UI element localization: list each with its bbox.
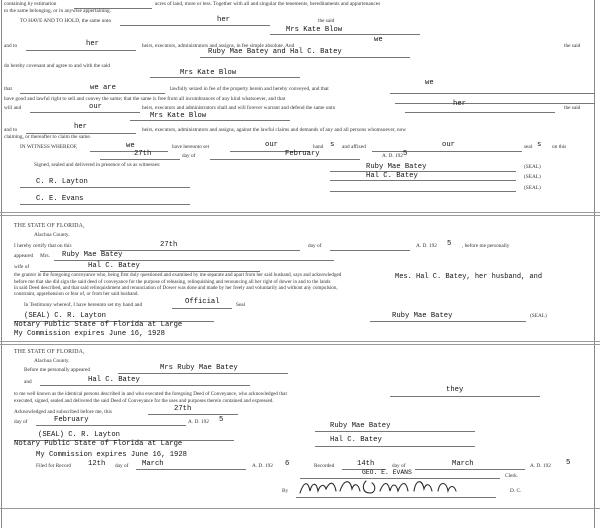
filing-text: Recorded (314, 463, 335, 469)
blank-line (270, 34, 420, 35)
blank-line (54, 260, 334, 261)
section-divider (0, 215, 600, 216)
ack-text: executed, signed, sealed and delivered the said Deed of Conveyance for the uses and purposes therein contained and expressed. (14, 398, 274, 404)
ack-text: wife of (14, 264, 30, 270)
signature-line (330, 191, 516, 192)
blank-line (390, 93, 595, 94)
ack-text: before me that she did sign the said deed of conveyance for the purpose of releasing, relinquishing and renouncing all her right of dower in and to the lands (14, 279, 331, 285)
signature-line (20, 204, 190, 205)
notary-signature: (SEAL) C. R. Layton (38, 431, 120, 439)
typed-text: Hal C. Batey (366, 172, 418, 180)
state-heading: THE STATE OF FLORIDA, (14, 349, 85, 355)
typed-text: our (442, 141, 455, 149)
blank-line (210, 159, 360, 160)
filing-text: Filed for Record (36, 463, 72, 469)
ack-text: and (24, 379, 32, 385)
section-divider (0, 212, 600, 213)
deed-text: the said (318, 18, 335, 24)
ack-text: , before me personally (462, 243, 510, 249)
typed-text: we (374, 36, 383, 44)
county-label: Alachua County. (34, 232, 70, 238)
deed-text: and to (4, 127, 18, 133)
typed-text: they (446, 386, 464, 394)
clerk-name: GEO. E. EVANS (362, 469, 412, 476)
filing-text: day of (392, 463, 406, 469)
typed-text: C. R. Layton (36, 178, 88, 186)
deed-text: containing by estimation (4, 1, 57, 7)
typed-text: Ruby Mae Batey (392, 312, 453, 320)
typed-text: Mrs Kate Blow (180, 69, 237, 77)
blank-line (415, 469, 525, 470)
deed-text: Signed, sealed and delivered in presence of us as witnesses: (34, 162, 161, 168)
deed-text: hand (313, 144, 324, 150)
typed-text: our (265, 141, 278, 149)
blank-line (148, 414, 238, 415)
blank-line (150, 77, 300, 78)
typed-text: her (217, 16, 230, 24)
typed-text: her (453, 100, 466, 108)
typed-text: s (537, 141, 542, 149)
ack-text: Seal (236, 302, 246, 308)
deed-text: heirs, executors, administrators and assigns, in fee simple absolute. And (142, 43, 295, 49)
typed-text: we (126, 142, 135, 150)
deed-text: seal (524, 144, 533, 150)
deed-text: IN WITNESS WHEREOF, (20, 144, 78, 150)
ack-text: to me well known as the identical persons described in and who executed the foregoing Deed of Conveyance, who acknowledged that (14, 391, 287, 397)
typed-text: 27th (134, 150, 152, 158)
typed-text: Hal C. Batey (88, 376, 140, 384)
deed-text: claiming, or thereafter to claim the same. (4, 134, 92, 140)
blank-line (120, 25, 270, 26)
filing-text: By (282, 488, 289, 494)
ack-text: in said Deed described, and that said relinquishment and renunciation of Dower was done and made by her freely and voluntarily and without any compulsion, (14, 285, 338, 291)
typed-text: Ruby Mae Batey (366, 163, 427, 171)
filing-text: Clerk. (505, 473, 519, 479)
blank-line (118, 373, 288, 374)
ack-text: Before me personally appeared (24, 367, 91, 373)
deed-text: lawfully seized in fee of the property herein and hereby conveyed, and that (170, 86, 329, 92)
filing-text: A. D. 192 (530, 463, 551, 469)
notary-commission: My Commission expires June 16, 1928 (14, 330, 165, 338)
blank-line (372, 151, 522, 152)
typed-text: 6 (285, 460, 290, 468)
ack-text: A. D. 192 (416, 243, 437, 249)
blank-line (90, 151, 168, 152)
typed-text: we (425, 79, 434, 87)
typed-text: Mrs Kate Blow (286, 26, 343, 34)
deed-text: will and (4, 105, 22, 111)
typed-text: Official (185, 298, 220, 306)
signature-line (330, 180, 516, 181)
notary-signature: (SEAL) C. R. Layton (24, 312, 106, 320)
typed-text: her (74, 123, 87, 131)
section-divider (0, 344, 600, 345)
section-divider (0, 341, 600, 342)
typed-text: 5 (447, 240, 452, 248)
blank-line (130, 120, 290, 121)
county-label: Alachua County. (34, 358, 70, 364)
typed-text: s (330, 141, 335, 149)
blank-line (20, 93, 165, 94)
deed-text: on this (552, 144, 567, 150)
page-bottom-rule (0, 508, 600, 509)
typed-text: 5 (566, 459, 571, 467)
deed-text: to the same belonging, or in anywise appertaining. (4, 8, 111, 14)
typed-text: Hal C. Batey (88, 262, 140, 270)
signature-line (315, 431, 475, 432)
typed-text: 5 (403, 150, 408, 158)
blank-line (30, 112, 140, 113)
seal-label: (SEAL) (524, 185, 541, 191)
typed-text: her (86, 40, 99, 48)
seal-label: (SEAL) (524, 174, 541, 180)
ack-text: In Testimony whereof, I have hereunto set my hand and (24, 302, 143, 308)
filing-text: day of (115, 463, 129, 469)
typed-text: 27th (174, 405, 192, 413)
deed-text: A. D. 192 (382, 153, 403, 159)
typed-text: February (54, 416, 89, 424)
typed-text: 5 (219, 416, 224, 424)
blank-line (390, 396, 540, 397)
deed-text: that (4, 86, 12, 92)
notary-commission: My Commission expires June 16, 1928 (36, 451, 187, 459)
deed-text: acres of land, more or less. Together with all and singular the tenements, hereditaments and appurtenances (155, 1, 381, 7)
typed-text: 14th (357, 460, 375, 468)
blank-line (136, 469, 246, 470)
deputy-clerk-signature (296, 475, 466, 499)
deed-text: heirs, executors, administrators and assigns, against the lawful claims and demands of any and all persons whomsoever, now (142, 127, 407, 133)
typed-text: Hal C. Batey (330, 436, 382, 444)
deed-text: day of (182, 153, 196, 159)
notary-title: Notary Public State of Florida at Large (14, 321, 183, 329)
typed-text: Ruby Mae Batey (330, 422, 391, 430)
ack-text: constraint, apprehension or fear of, or from her said husband. (14, 291, 139, 297)
notary-title: Notary Public State of Florida at Large (14, 440, 183, 448)
signature-line (330, 171, 516, 172)
seal-label: (SEAL) (524, 164, 541, 170)
blank-line (172, 308, 232, 309)
deed-text: do hereby covenant and agree to and with the said (4, 63, 111, 69)
deed-text: the said (564, 105, 581, 111)
deed-text: heirs, executors and administrators shall and will forever warrant and defend the same unto (142, 105, 336, 111)
ack-text: day of (308, 243, 322, 249)
filing-text: A. D. 192 (252, 463, 273, 469)
deed-text: and affixed (342, 144, 366, 150)
blank-line (330, 250, 410, 251)
typed-text: our (89, 103, 102, 111)
blank-line (100, 250, 300, 251)
blank-line (40, 385, 250, 386)
left-edge (1, 0, 2, 528)
blank-line (200, 57, 410, 58)
typed-text: Ruby Mae Batey (62, 251, 123, 259)
ack-text: Mrs. (40, 253, 50, 259)
blank-line (36, 425, 186, 426)
signature-line (370, 321, 526, 322)
ack-text: the grantor in the foregoing conveyance who, being first duly questioned and examined by me separate and apart from her said husband, says and acknowledged (14, 272, 342, 278)
ack-text: appeared (14, 253, 34, 259)
signature-line (315, 446, 475, 447)
ack-text: A. D. 192 (188, 419, 209, 425)
blank-line (100, 159, 180, 160)
typed-text: March (452, 460, 474, 468)
typed-text: C. E. Evans (36, 195, 84, 203)
ack-text: day of (14, 419, 28, 425)
deed-text: and to (4, 43, 18, 49)
deed-text: TO HAVE AND TO HOLD, the same unto (20, 18, 112, 24)
typed-overtype: Mes. Hal C. Batey, her husband, and (395, 273, 543, 281)
typed-text: 12th (88, 460, 106, 468)
state-heading: THE STATE OF FLORIDA, (14, 223, 85, 229)
typed-text: Mrs Ruby Mae Batey (160, 364, 238, 372)
deputy-line (296, 497, 496, 498)
signature-line (20, 187, 190, 188)
typed-text: 27th (160, 241, 178, 249)
typed-text: February (285, 150, 320, 158)
typed-text: March (142, 460, 164, 468)
blank-line (405, 112, 555, 113)
typed-text: Mrs Kate Blow (150, 112, 207, 120)
deed-text: have hereunto set (172, 144, 210, 150)
deed-text: have good and lawful right to sell and convey the same; that the same is free from all incumbrances of any kind whatsoever, and that (4, 96, 286, 102)
ack-text: I hereby certify that on this (14, 243, 72, 249)
filing-text: D. C. (510, 488, 522, 494)
typed-text: we are (90, 84, 116, 92)
ack-text: Acknowledged and subscribed before me, this (14, 409, 112, 415)
blank-line (26, 50, 136, 51)
blank-line (395, 103, 595, 104)
deed-text: the said (564, 43, 581, 49)
typed-text: Ruby Mae Batey and Hal C. Batey (208, 48, 342, 56)
right-edge (594, 0, 595, 528)
seal-label: (SEAL) (530, 313, 547, 319)
